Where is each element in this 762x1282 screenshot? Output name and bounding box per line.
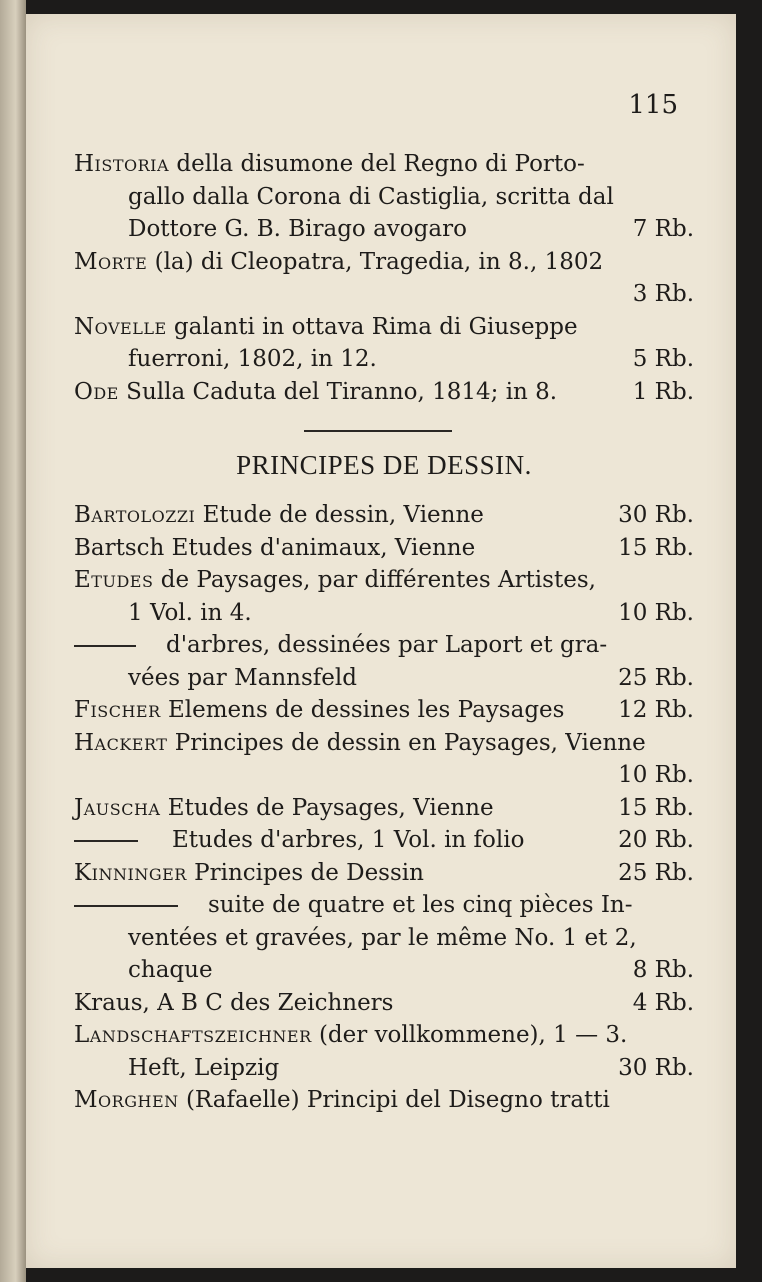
entry-text: galanti in ottava Rima di Giuseppe — [166, 313, 578, 340]
entry-text: (der vollkommene), 1 — 3. — [311, 1022, 628, 1048]
entry-line — [74, 922, 694, 955]
entry-line — [74, 759, 694, 792]
entry-price: 10 Rb. — [618, 762, 694, 788]
catalog-entries — [74, 148, 694, 1117]
catalog-entry — [74, 1084, 694, 1117]
entry-text: gallo dalla Corona di Castiglia, scritta dal — [128, 183, 614, 210]
page-number: 115 — [628, 90, 678, 120]
entry-line — [74, 694, 694, 727]
entry-price: 3 Rb. — [632, 281, 694, 307]
entry-line — [74, 987, 694, 1020]
entry-line — [74, 954, 694, 987]
entry-author: Jauscha — [74, 794, 161, 821]
entry-text: Sulla Caduta del Tiranno, 1814; in 8. — [118, 378, 558, 405]
entry-line — [74, 213, 694, 246]
entry-author: Hackert — [74, 729, 168, 756]
ditto-dash — [74, 905, 178, 907]
catalog-entry — [74, 376, 694, 409]
entry-line — [74, 662, 694, 695]
entry-text: 1 Vol. in 4. — [128, 599, 252, 626]
entry-text: (la) di Cleopatra, Tragedia, in 8., 1802 — [147, 248, 604, 275]
entry-text: Etudes d'arbres, 1 Vol. in folio — [172, 827, 525, 853]
entry-text: (Rafaelle) Principi del Disegno tratti — [178, 1087, 610, 1113]
ditto-dash — [74, 840, 138, 842]
entry-price: 12 Rb. — [618, 697, 694, 723]
entry-author: Ode — [74, 378, 119, 405]
entry-author: Landschaftszeichner — [74, 1022, 312, 1048]
entry-line — [74, 824, 694, 857]
book-spine — [0, 0, 26, 1282]
entry-price: 15 Rb. — [618, 534, 694, 561]
entry-line — [74, 1019, 694, 1052]
section-divider — [304, 430, 452, 432]
entry-price: 15 Rb. — [618, 794, 694, 821]
entry-author: Fischer — [74, 697, 161, 723]
catalog-page — [26, 14, 736, 1268]
entry-line — [74, 499, 694, 532]
entry-line — [74, 246, 694, 279]
entry-price: 30 Rb. — [618, 502, 694, 528]
catalog-entry — [74, 792, 694, 825]
catalog-entry — [74, 148, 694, 246]
catalog-entry — [74, 246, 694, 311]
catalog-entry — [74, 824, 694, 857]
entry-line — [74, 727, 694, 760]
entry-text: Principes de Dessin — [186, 859, 424, 886]
entry-author: Novelle — [74, 313, 167, 340]
entry-line — [74, 148, 694, 181]
entry-author: Bartolozzi — [74, 502, 196, 528]
entry-text: della disumone del Regno di Porto- — [169, 151, 585, 177]
entry-line — [74, 857, 694, 890]
entry-author: Historia — [74, 151, 170, 177]
entry-author: Morghen — [74, 1087, 179, 1113]
entry-price: 30 Rb. — [618, 1054, 694, 1081]
entry-text: Bartsch Etudes d'animaux, Vienne — [74, 534, 476, 561]
entry-author: Etudes — [74, 567, 154, 593]
entry-price: 10 Rb. — [618, 599, 694, 626]
entries-bottom — [74, 499, 694, 1117]
entry-text: d'arbres, dessinées par Laport et gra- — [166, 632, 608, 658]
entry-price: 1 Rb. — [632, 378, 694, 405]
entries-top — [74, 148, 694, 408]
entry-text: ventées et gravées, par le même No. 1 et 2, — [128, 924, 637, 951]
entry-price: 25 Rb. — [618, 859, 694, 886]
entry-author: Morte — [74, 248, 148, 275]
entry-text: Etudes de Paysages, Vienne — [160, 794, 494, 821]
entry-text: Dottore G. B. Birago avogaro — [128, 216, 467, 242]
entry-text: Elemens de dessines les Paysages — [160, 697, 565, 723]
catalog-entry — [74, 987, 694, 1020]
entry-line — [74, 376, 694, 409]
entry-text: fuerroni, 1802, in 12. — [128, 346, 377, 372]
catalog-entry — [74, 311, 694, 376]
entry-author: Kinninger — [74, 859, 187, 886]
entry-text: Etude de dessin, Vienne — [195, 502, 484, 528]
entry-line — [74, 1052, 694, 1085]
entry-text: chaque — [128, 957, 213, 983]
entry-line — [74, 629, 694, 662]
entry-price: 4 Rb. — [632, 989, 694, 1016]
entry-price: 7 Rb. — [632, 216, 694, 242]
entry-price: 8 Rb. — [632, 957, 694, 983]
entry-price: 25 Rb. — [618, 664, 694, 691]
entry-price: 20 Rb. — [618, 827, 694, 853]
section-heading: PRINCIPES DE DESSIN. — [236, 450, 532, 480]
entry-text: suite de quatre et les cinq pièces In- — [208, 892, 633, 918]
entry-line — [74, 792, 694, 825]
catalog-entry — [74, 1019, 694, 1084]
catalog-entry — [74, 629, 694, 694]
entry-line — [74, 343, 694, 376]
entry-text: de Paysages, par différentes Artistes, — [153, 567, 596, 593]
catalog-entry — [74, 889, 694, 987]
entry-line — [74, 278, 694, 311]
entry-text: vées par Mannsfeld — [128, 664, 357, 691]
entry-line — [74, 597, 694, 630]
entry-line — [74, 311, 694, 344]
entry-text: Heft, Leipzig — [128, 1054, 280, 1081]
entry-line — [74, 532, 694, 565]
entry-line — [74, 1084, 694, 1117]
entry-text: Kraus, A B C des Zeichners — [74, 989, 394, 1016]
catalog-entry — [74, 694, 694, 727]
entry-text: Principes de dessin en Paysages, Vienne — [167, 729, 646, 756]
catalog-entry — [74, 499, 694, 532]
catalog-entry — [74, 727, 694, 792]
catalog-entry — [74, 532, 694, 565]
catalog-entry — [74, 564, 694, 629]
entry-line — [74, 181, 694, 214]
ditto-dash — [74, 645, 136, 647]
entry-line — [74, 889, 694, 922]
entry-line — [74, 564, 694, 597]
entry-price: 5 Rb. — [632, 346, 694, 372]
catalog-entry — [74, 857, 694, 890]
